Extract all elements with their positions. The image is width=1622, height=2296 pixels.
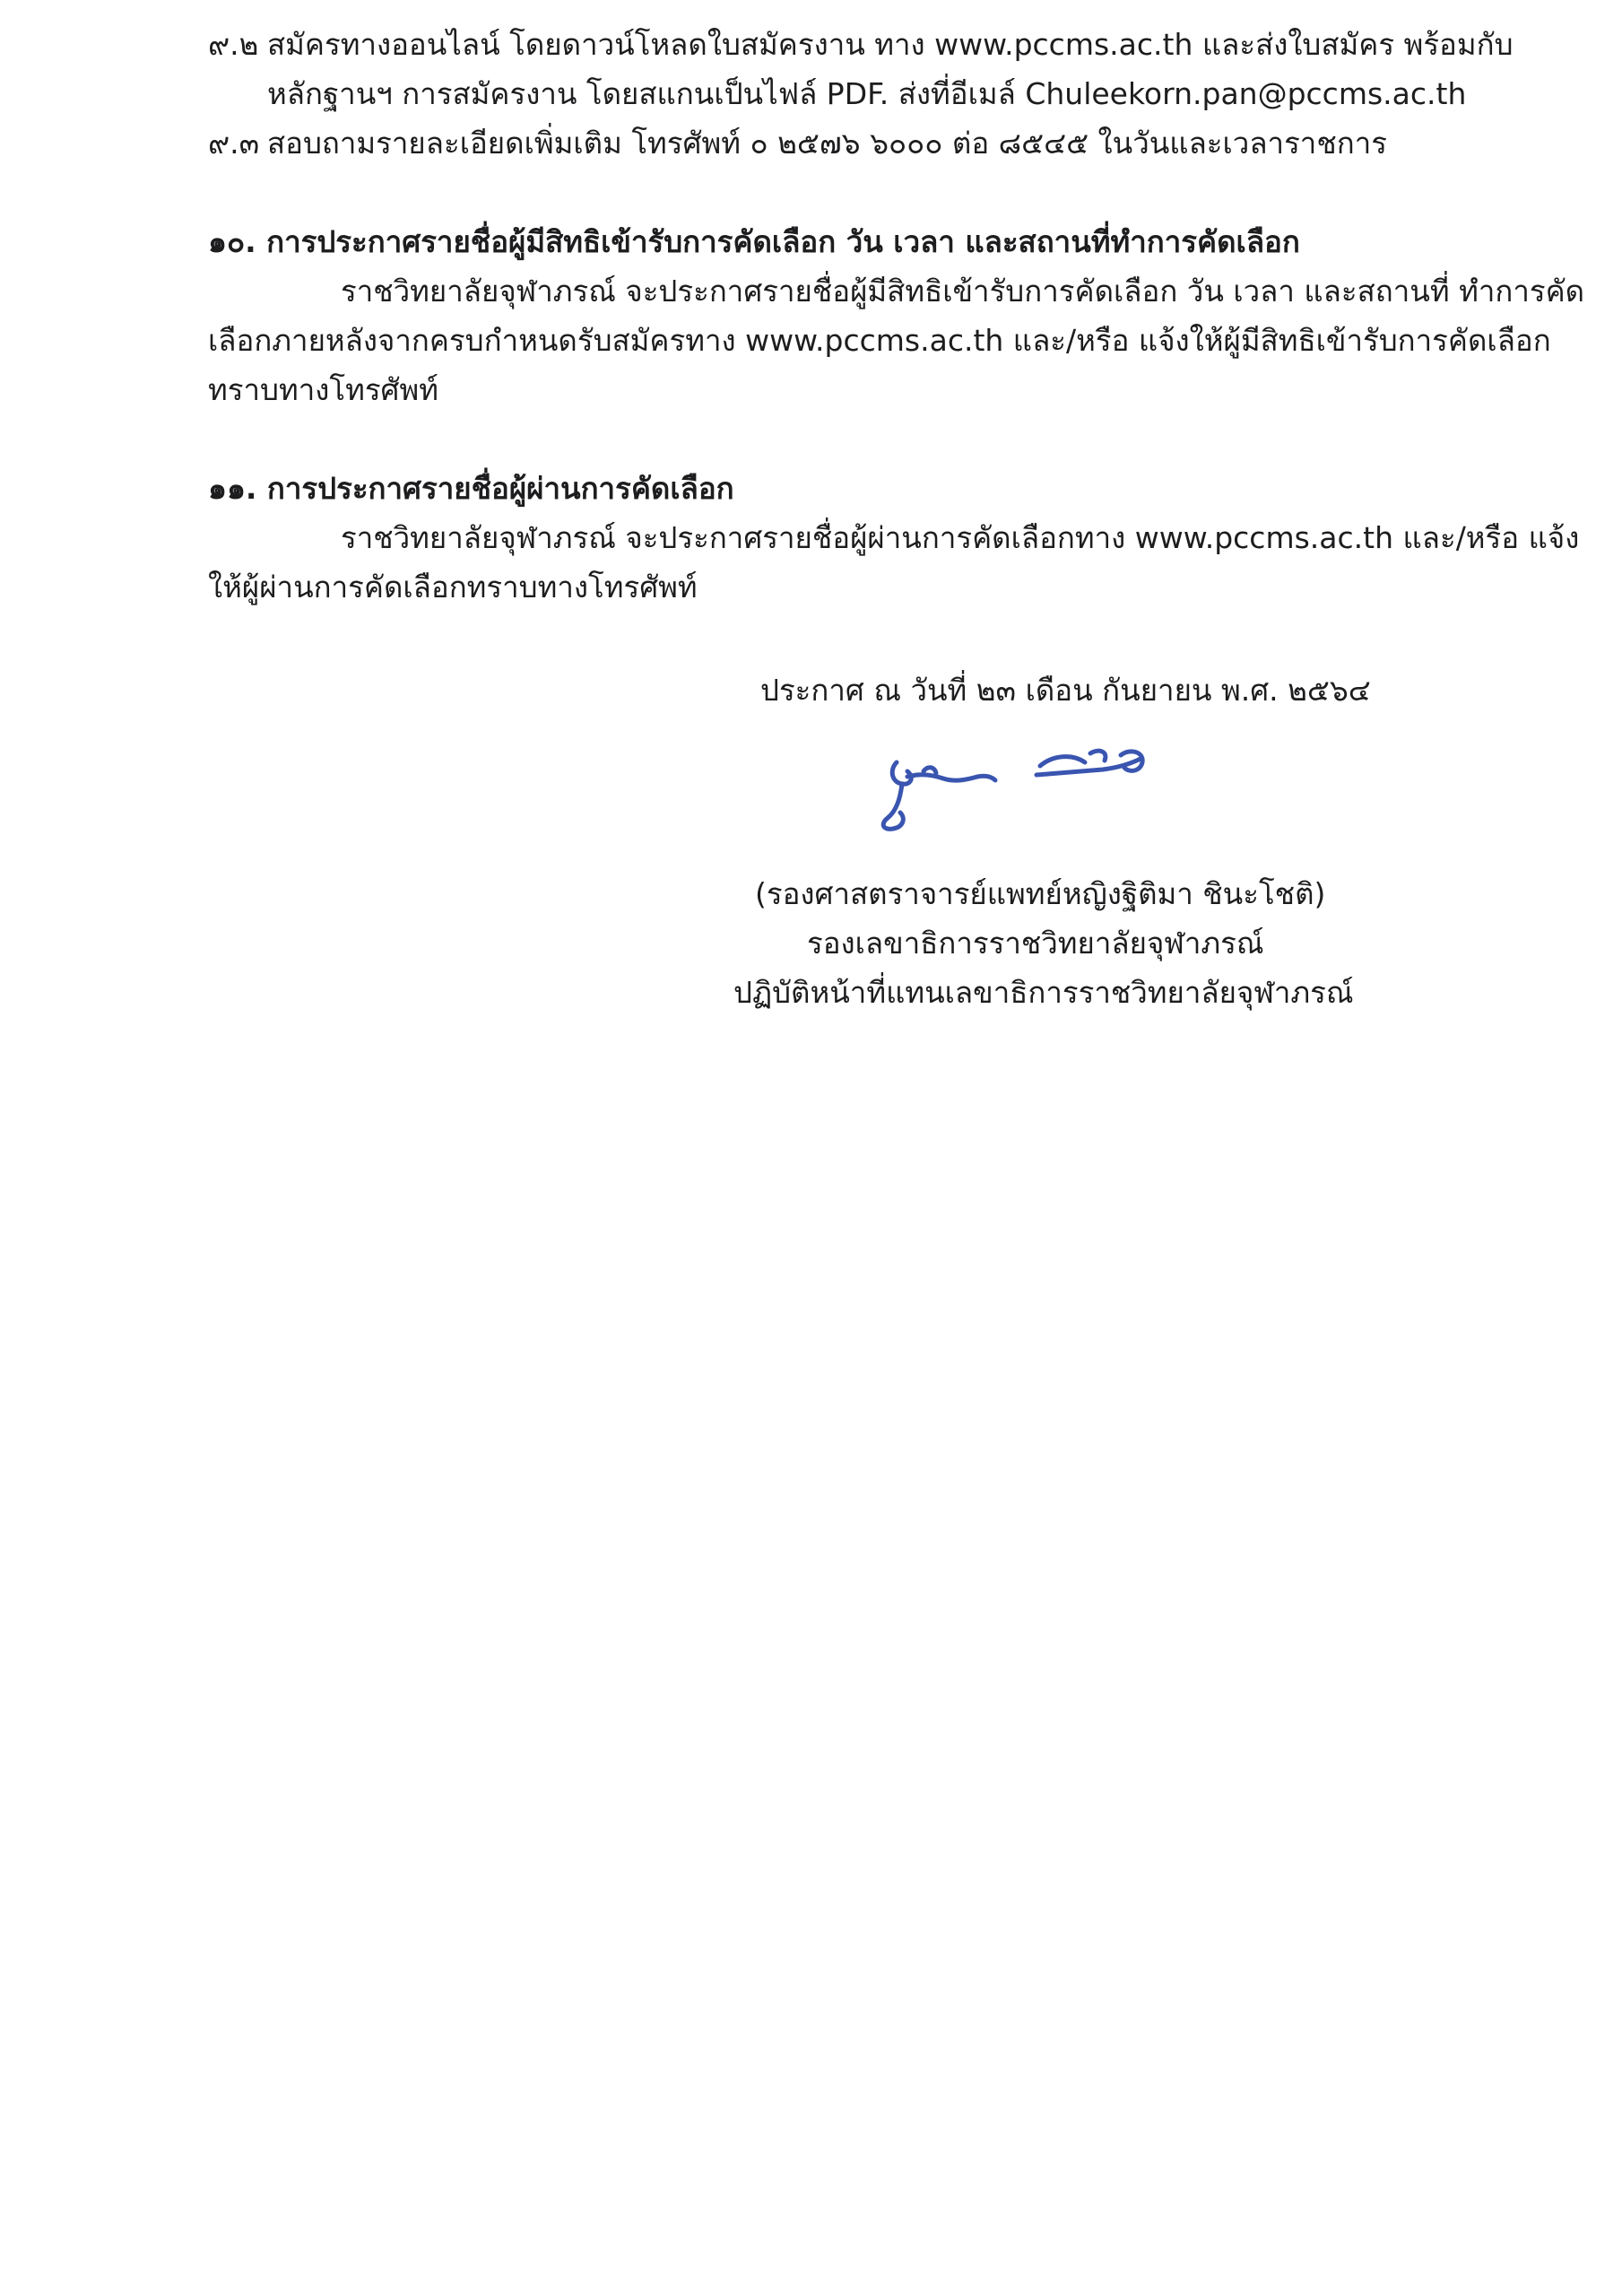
section-11-line1: ราชวิทยาลัยจุฬาภรณ์ จะประกาศรายชื่อผู้ผ่านการคัดเลือกทาง www.pccms.ac.th และ/หรือ แจ้ง — [341, 520, 1580, 555]
section-10-line2: เลือกภายหลังจากครบกำหนดรับสมัครทาง www.pccms.ac.th และ/หรือ แจ้งให้ผู้มีสิทธิเข้ารับการคัดเลือก — [208, 323, 1551, 358]
signature-image — [861, 735, 1201, 843]
section-10-line1: ราชวิทยาลัยจุฬาภรณ์ จะประกาศรายชื่อผู้มีสิทธิเข้ารับการคัดเลือก วัน เวลา และสถานที่ ทำการคัด — [341, 274, 1585, 309]
signature-icon — [861, 735, 1201, 843]
signatory-title-2: ปฏิบัติหน้าที่แทนเลขาธิการราชวิทยาลัยจุฬาภรณ์ — [733, 975, 1354, 1010]
item-9-3 — [208, 124, 1387, 163]
announcement-date: ประกาศ ณ วันที่ ๒๓ เดือน กันยายน พ.ศ. ๒๕๖๔ — [760, 673, 1371, 708]
item-9-2 — [208, 25, 1514, 65]
section-11-heading: ๑๑. การประกาศรายชื่อผู้ผ่านการคัดเลือก — [208, 471, 734, 506]
item-9-2-number: ๙.๒ — [208, 27, 259, 62]
section-11-line2: ให้ผู้ผ่านการคัดเลือกทราบทางโทรศัพท์ — [208, 570, 698, 604]
section-10-heading: ๑๐. การประกาศรายชื่อผู้มีสิทธิเข้ารับการคัดเลือก วัน เวลา และสถานที่ทำการคัดเลือก — [208, 224, 1300, 259]
section-10-line3: ทราบทางโทรศัพท์ — [208, 372, 439, 407]
signatory-title-1: รองเลขาธิการราชวิทยาลัยจุฬาภรณ์ — [807, 926, 1264, 961]
signatory-name: (รองศาสตราจารย์แพทย์หญิงฐิติมา ชินะโชติ) — [755, 876, 1326, 911]
item-9-3-line1: สอบถามรายละเอียดเพิ่มเติม โทรศัพท์ ๐ ๒๕๗๖ ๖๐๐๐ ต่อ ๘๕๔๕ ในวันและเวลาราชการ — [267, 126, 1387, 161]
item-9-2-line1: สมัครทางออนไลน์ โดยดาวน์โหลดใบสมัครงาน ทาง www.pccms.ac.th และส่งใบสมัคร พร้อมกับ — [267, 27, 1514, 62]
item-9-3-number: ๙.๓ — [208, 126, 260, 161]
item-9-2-line2: หลักฐานฯ การสมัครงาน โดยสแกนเป็นไฟล์ PDF. ส่งที่อีเมล์ Chuleekorn.pan@pccms.ac.th — [267, 76, 1467, 111]
